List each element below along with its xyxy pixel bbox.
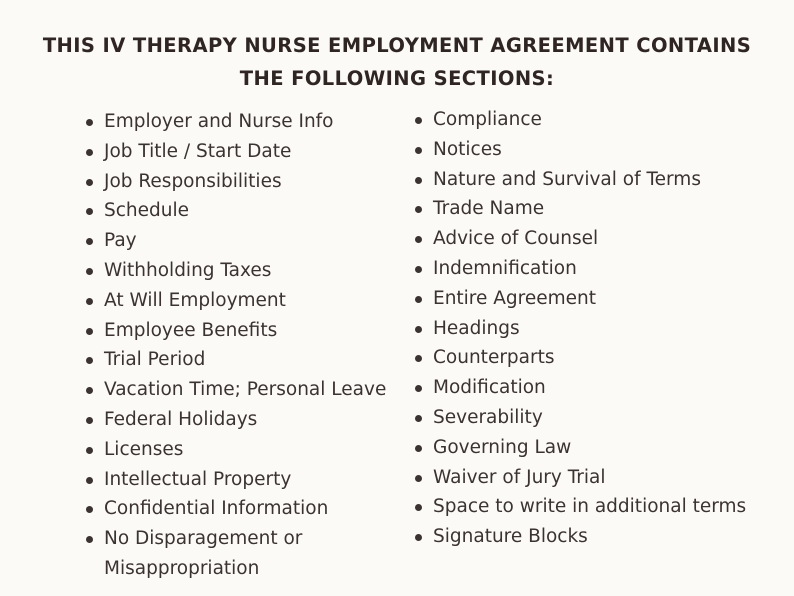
- list-item: [86, 286, 406, 316]
- bullet-icon: [86, 506, 93, 513]
- list-item-label: Federal Holidays: [104, 408, 258, 430]
- list-item-label: Waiver of Jury Trial: [433, 466, 606, 488]
- bullet-icon: [86, 238, 93, 245]
- list-item-label: Employer and Nurse Info: [104, 111, 334, 132]
- list-item-label: Withholding Taxes: [104, 259, 272, 281]
- bullet-icon: [86, 536, 93, 543]
- bullet-icon: [415, 147, 422, 154]
- list-item: [86, 375, 406, 405]
- bullet-icon: [415, 236, 422, 243]
- list-item-label: Job Responsibilities: [104, 170, 282, 192]
- list-item: [415, 135, 785, 165]
- list-item: [415, 463, 785, 493]
- bullet-icon: [415, 326, 422, 333]
- bullet-icon: [415, 206, 422, 213]
- bullet-icon: [86, 328, 93, 335]
- bullet-icon: [415, 385, 422, 392]
- list-item-label: Confidential Information: [104, 498, 329, 520]
- bullet-icon: [86, 179, 93, 186]
- list-item: [86, 107, 406, 137]
- bullet-icon: [86, 447, 93, 454]
- bullet-icon: [86, 387, 93, 394]
- list-item-label: Licenses: [104, 438, 184, 460]
- list-item: [415, 254, 785, 284]
- list-item: [86, 405, 406, 435]
- list-item-label: Schedule: [104, 200, 190, 222]
- sections-list-right: [415, 105, 785, 552]
- bullet-icon: [86, 298, 93, 305]
- list-item: [415, 105, 785, 135]
- list-item: [86, 196, 406, 226]
- list-item-label: Advice of Counsel: [433, 228, 599, 250]
- bullet-icon: [415, 117, 422, 124]
- list-item: [415, 284, 785, 314]
- list-item-label: Vacation Time; Personal Leave: [104, 379, 387, 401]
- list-item-label: Notices: [433, 138, 502, 160]
- list-item: [415, 224, 785, 254]
- list-item-label: Compliance: [433, 109, 542, 130]
- list-item: [415, 343, 785, 373]
- list-item-label: Entire Agreement: [433, 287, 597, 309]
- list-item-label: Modification: [433, 377, 546, 399]
- list-item-label: Severability: [433, 406, 543, 428]
- list-item: [415, 492, 785, 522]
- bullet-icon: [86, 149, 93, 156]
- list-item-label: At Will Employment: [104, 289, 286, 311]
- list-item: [86, 494, 406, 524]
- list-item: [86, 167, 406, 197]
- bullet-icon: [86, 268, 93, 275]
- bullet-icon: [86, 119, 93, 126]
- list-item: [415, 403, 785, 433]
- bullet-icon: [415, 504, 422, 511]
- bullet-icon: [415, 415, 422, 422]
- list-item-label: Space to write in additional terms: [433, 496, 747, 518]
- list-item-label: Indemnification: [433, 257, 577, 279]
- list-item: [86, 316, 406, 346]
- list-item: [415, 314, 785, 344]
- bullet-icon: [86, 477, 93, 484]
- bullet-icon: [415, 177, 422, 184]
- bullet-icon: [415, 475, 422, 482]
- list-item-label: Trial Period: [104, 349, 206, 371]
- sections-list-left: [86, 107, 406, 584]
- list-item-label: No Disparagement or Misappropriation: [104, 528, 303, 579]
- list-item-label: Signature Blocks: [433, 526, 588, 548]
- list-item: [86, 256, 406, 286]
- list-item-label: Trade Name: [433, 198, 545, 220]
- list-item-label: Employee Benefits: [104, 319, 278, 341]
- bullet-icon: [415, 534, 422, 541]
- list-item-label: Governing Law: [433, 436, 572, 458]
- list-item: [415, 373, 785, 403]
- list-item: [415, 433, 785, 463]
- document-title: [40, 29, 754, 95]
- list-item: [86, 345, 406, 375]
- list-item: [415, 165, 785, 195]
- title-line-1: THIS IV THERAPY NURSE EMPLOYMENT AGREEMENT CONTAINS: [42, 34, 752, 57]
- list-item-label: Headings: [433, 317, 520, 339]
- bullet-icon: [415, 266, 422, 273]
- bullet-icon: [415, 296, 422, 303]
- bullet-icon: [86, 357, 93, 364]
- list-item: [86, 465, 406, 495]
- list-item-label: Nature and Survival of Terms: [433, 168, 701, 190]
- list-item-label: Pay: [104, 230, 137, 252]
- list-item: [86, 524, 406, 584]
- bullet-icon: [86, 208, 93, 215]
- list-item: [415, 194, 785, 224]
- list-item: [86, 435, 406, 465]
- list-item-label: Job Title / Start Date: [104, 140, 292, 162]
- bullet-icon: [86, 417, 93, 424]
- bullet-icon: [415, 355, 422, 362]
- list-item: [415, 522, 785, 552]
- list-item: [86, 137, 406, 167]
- list-item-label: Intellectual Property: [104, 468, 292, 490]
- bullet-icon: [415, 445, 422, 452]
- title-line-2: THE FOLLOWING SECTIONS:: [239, 67, 555, 90]
- list-item-label: Counterparts: [433, 347, 555, 369]
- list-item: [86, 226, 406, 256]
